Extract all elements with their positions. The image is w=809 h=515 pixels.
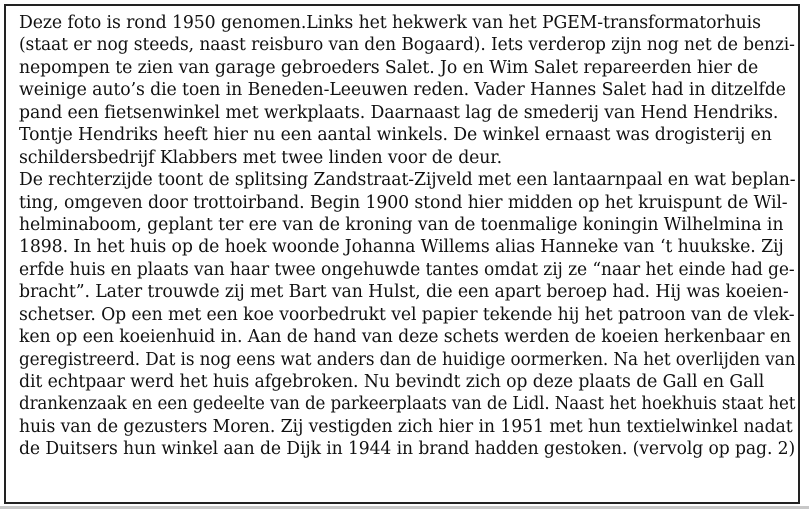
text-line: geregistreerd. Dat is nog eens wat anders dan de huidige oormerken. Na het overlijden van <box>19 349 796 370</box>
text-line: Tontje Hendriks heeft hier nu een aantal winkels. De winkel ernaast was drogisterij en <box>19 125 772 146</box>
text-line: dit echtpaar werd het huis afgebroken. Nu bevindt zich op deze plaats de Gall en Gall <box>19 372 765 392</box>
text-frame <box>4 4 800 504</box>
text-line: 1898. In het huis op de hoek woonde Johanna Willems alias Hanneke van ‘t huukske. Zij <box>19 237 784 258</box>
text-line: (staat er nog steeds, naast reisburo van den Bogaard). Iets verderop zijn nog net de benzi- <box>19 35 795 56</box>
article-text <box>19 12 799 461</box>
text-line: nepompen te zien van garage gebroeders Salet. Jo en Wim Salet repareerden hier de <box>19 57 759 78</box>
text-line: schildersbedrijf Klabbers met twee linden voor de deur. <box>19 147 502 168</box>
text-line: helminaboom, geplant ter ere van de kroning van de toenmalige koningin Wilhelmina in <box>19 214 784 235</box>
text-line: pand een fietsenwinkel met werkplaats. Daarnaast lag de smederij van Hend Hendriks. <box>19 102 779 123</box>
text-line: ken op een koeienhuid in. Aan de hand van deze schets werden de koeien herkenbaar en <box>19 327 791 348</box>
text-line: schetser. Op een met een koe voorbedrukt vel papier tekende hij het patroon van de vlek- <box>19 304 795 325</box>
text-line: De rechterzijde toont de splitsing Zandstraat-Zijveld met een lantaarnpaal en wat beplan- <box>19 170 796 191</box>
text-line: Deze foto is rond 1950 genomen.Links het hekwerk van het PGEM-transformatorhuis <box>19 13 761 33</box>
text-line: ting, omgeven door trottoirband. Begin 1900 stond hier midden op het kruispunt de Wil- <box>19 192 788 213</box>
text-line: drankenzaak en een gedeelte van de parkeerplaats van de Lidl. Naast het hoekhuis staat het <box>19 394 796 415</box>
text-line: de Duitsers hun winkel aan de Dijk in 1944 in brand hadden gestoken. (vervolg op pag. 2) <box>19 439 796 460</box>
text-line: weinige auto’s die toen in Beneden-Leeuwen reden. Vader Hannes Salet had in ditzelfde <box>19 80 786 101</box>
text-line: huis van de gezusters Moren. Zij vestigden zich hier in 1951 met hun textielwinkel nadat <box>19 416 793 437</box>
text-line: erfde huis en plaats van haar twee ongehuwde tantes omdat zij ze “naar het einde had ge- <box>19 259 795 280</box>
text-line: bracht”. Later trouwde zij met Bart van Hulst, die een apart beroep had. Hij was koeien- <box>19 282 789 303</box>
bottom-divider <box>0 506 809 509</box>
